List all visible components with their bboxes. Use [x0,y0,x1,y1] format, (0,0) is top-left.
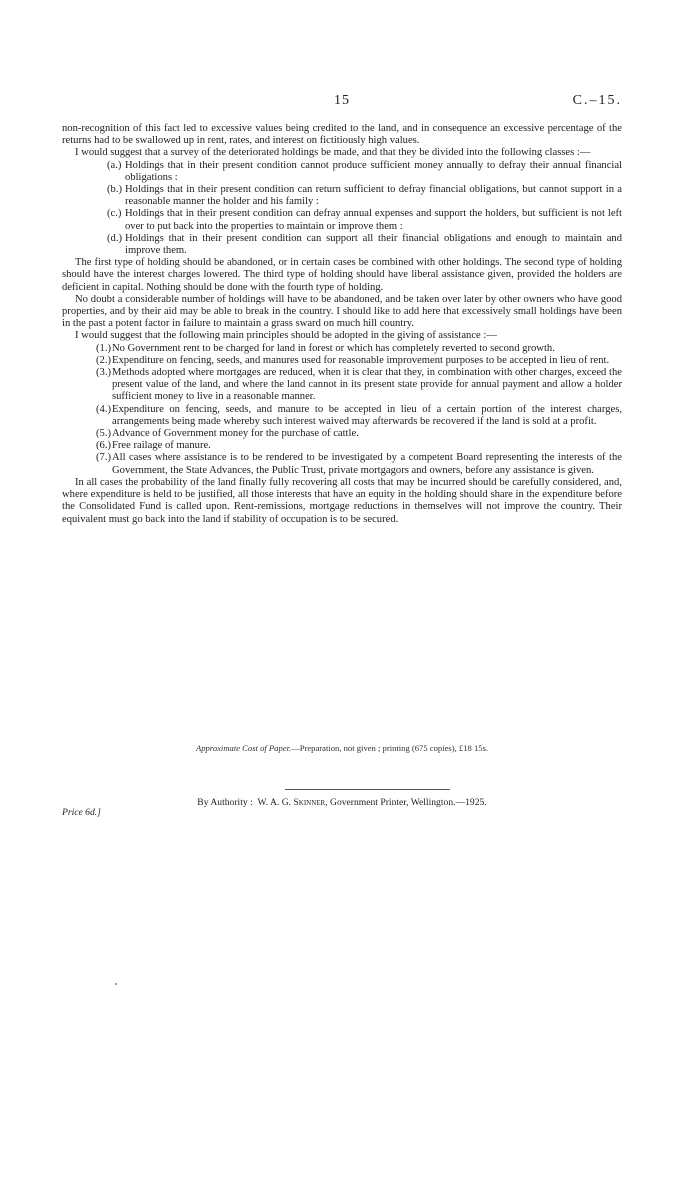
assistance-principles-list [62,343,622,477]
list-item-principle-5 [62,428,622,440]
list-item-text: Holdings that in their present condition cannot produce sufficient money annually to defray their annual financial obligations : [125,159,622,183]
list-item-label: (a.) [107,159,122,171]
footer-divider [285,789,450,790]
list-item-principle-3 [62,367,622,404]
cost-label: Approximate Cost of Paper. [195,743,292,753]
list-item-label: (d.) [107,232,123,244]
list-item-principle-2 [62,355,622,367]
price-label: Price 6d.] [62,807,101,818]
paragraph-survey-intro: I would suggest that a survey of the deteriorated holdings be made, and that they be divided into the following classes :— [75,147,591,159]
list-item-label: (3.) [96,367,112,379]
list-item-label: (c.) [107,208,122,220]
list-item-text: Holdings that in their present condition can defray annual expenses and support the holders, but sufficient is not left over to put back into the properties to maintain or improve them : [125,208,622,232]
list-item-text: Holdings that in their present condition can support all their financial obligations and enough to maintain and improve them. [125,232,622,257]
list-item-label: (b.) [107,184,123,196]
list-item-class-a [62,160,622,184]
list-item-label: (6.) [96,440,112,452]
authority-prefix: By Authority : [197,797,253,808]
paragraph-abandoned-holdings: No doubt a considerable number of holdings will have to be abandoned, and be taken over later by other owners who have good properties, and by their aid may be able to break in the country. I should like to add here that excessively small holdings have been in the past a potent factor in failure to maintain a grass sward on much hill country. [62,293,622,330]
holding-classes-list [62,160,622,258]
list-item-label: (4.) [96,403,112,415]
list-item-class-b [62,184,622,208]
list-item-text: No Government rent to be charged for land in forest or which has completely reverted to second growth. [112,342,555,354]
page-header [62,93,622,113]
list-item-principle-1 [62,343,622,355]
paragraph-continuation: non-recognition of this fact led to excessive values being credited to the land, and in consequence an excessive percentage of the returns had to be swallowed up in rent, rates, and interest on fictitiously high values. [62,123,622,147]
list-item-text: All cases where assistance is to be rendered to be investigated by a competent Board representing the interests of the Government, the State Advances, the Public Trust, private mortgagors and owners, before any assistance is given. [112,452,622,476]
list-item-text: Expenditure on fencing, seeds, and manure to be accepted in lieu of a certain portion of the interest charges, arrangements being made whereby such interest waived may afterwards be recovered if the land is sold at a profit. [112,403,622,427]
list-item-text: Holdings that in their present condition can return sufficient to defray financial obligations, but cannot support in a reasonable manner the holder and his family : [125,184,622,208]
printer-authority [62,797,622,808]
paragraph-holding-types: The first type of holding should be abandoned, or in certain cases be combined with other holdings. The second type of holding should have the interest charges lowered. The third type of holding should have liberal assistance given, provided the holders are deficient in capital. Nothing should be done with the fourth type of holding. [62,257,622,293]
printer-name: W. A. G. Skinner, [257,797,328,808]
list-item-class-d [62,233,622,257]
paragraph-principles-intro: I would suggest that the following main principles should be adopted in the giving of assistance :— [75,330,497,342]
list-item-principle-6 [62,440,622,452]
body-text [62,123,622,526]
list-item-text: Methods adopted where mortgages are reduced, when it is clear that they, in combination with other charges, exceed the present value of the land, and where the land cannot in its present state provide for annual payment and allow a holder sufficient money to live in a reasonable manner. [112,367,622,403]
list-item-text: Expenditure on fencing, seeds, and manures used for reasonable improvement purposes to be accepted in lieu of rent. [112,354,610,366]
document-code: C.–15. [572,93,622,108]
list-item-principle-7 [62,452,622,476]
paragraph-conclusion: In all cases the probability of the land finally fully recovering all costs that may be incurred should be carefully considered, and, where expenditure is held to be justified, all those interests that have an equity in the holding should share in the expenditure before the Consolidated Fund is called upon. Rent-remissions, mortgage reductions in themselves will not improve the country. Their equivalent must go back into the land if stability of occupation is to be secured. [62,476,622,525]
list-item-label: (5.) [96,428,112,440]
list-item-principle-4 [62,404,622,428]
list-item-label: (1.) [96,342,112,354]
printer-details: Government Printer, Wellington.—1925. [330,797,487,808]
cost-text: —Preparation, not given ; printing (675 copies), £18 15s. [291,743,489,753]
page-number: 15 [334,93,350,108]
cost-note [62,743,622,753]
list-item-class-c [62,208,622,232]
list-item-label: (2.) [96,354,112,366]
list-item-text: Advance of Government money for the purchase of cattle. [112,428,359,440]
scan-speck [115,983,117,985]
list-item-label: (7.) [96,452,112,464]
list-item-text: Free railage of manure. [112,440,211,452]
